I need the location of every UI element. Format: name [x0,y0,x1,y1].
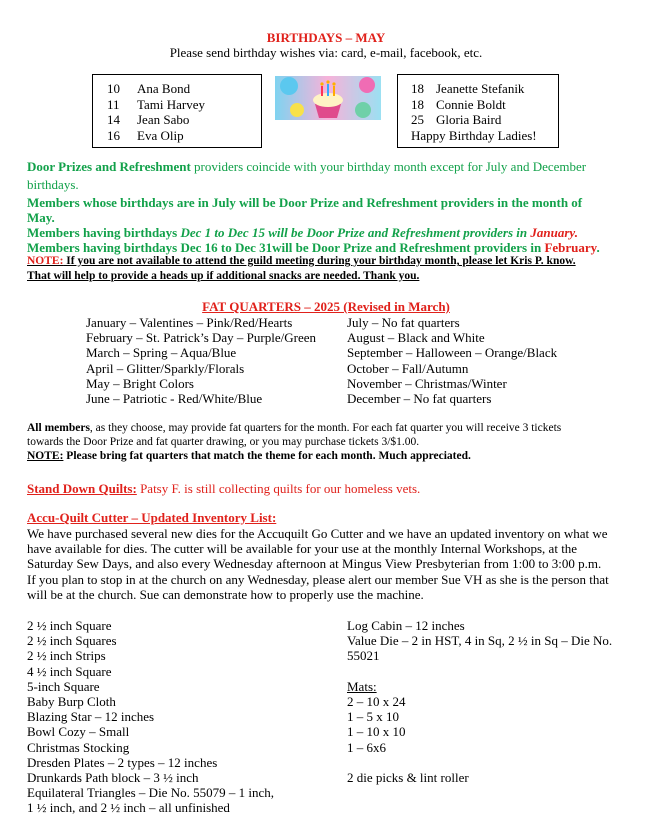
mats-heading: Mats: [347,678,377,694]
die-item: 2 ½ inch Strips [27,648,106,664]
die-item: Value Die – 2 in HST, 4 in Sq, 2 ½ in Sq – Die No. [347,633,613,649]
die-item: 1 ½ inch, and 2 ½ inch – all unfinished [27,800,230,816]
paragraph-line: We have purchased several new dies for the Accuquilt Go Cutter and we have an updated inventory on what we [27,526,608,541]
fat-quarters-right-column [347,315,557,406]
die-list-left [27,618,274,816]
paragraph-line: will be at the church. Sue can demonstrate how to properly use the machine. [27,586,424,602]
fat-quarter-month: May – Bright Colors [86,375,194,391]
fat-quarter-month: March – Spring – Aqua/Blue [86,345,237,361]
birthday-closing: Happy Birthday Ladies! [411,127,537,143]
die-item: 1 – 10 x 10 [347,724,406,740]
fat-quarter-month: April – Glitter/Sparkly/Florals [86,360,245,376]
fat-quarter-month: June – Patriotic - Red/White/Blue [86,391,263,407]
stand-down-line: Stand Down Quilts: Patsy F. is still collecting quilts for our homeless vets. [27,481,421,496]
die-item: Equilateral Triangles – Die No. 55079 – 1 inch, [27,785,274,801]
door-prize-line1: Door Prizes and Refreshment providers coincide with your birthday month except for July and December [27,159,587,174]
birthday-cupcake-icon [275,76,381,120]
die-item: 4 ½ inch Square [27,663,112,679]
die-item: 55021 [347,648,380,664]
fat-quarters-title: FAT QUARTERS – 2025 (Revised in March) [202,299,450,314]
birthday-list-right [411,81,537,143]
die-item: 5-inch Square [27,678,100,694]
door-prize-line4: Members having birthdays Dec 16 to Dec 31will be Door Prize and Refreshment providers in February. [27,240,600,255]
die-item [347,664,612,679]
die-item: 2 ½ inch Squares [27,633,117,649]
die-item: 1 – 6x6 [347,739,386,755]
die-item: 2 ½ inch Square [27,618,112,633]
door-prize-line1-cont: birthdays. [27,177,79,192]
birthdays-title: BIRTHDAYS – MAY [266,30,386,45]
paragraph-line: Saturday Sew Days, and also every Wednesday afternoon at Mingus View Presbyterian from 1:00 to 3:00 p.m. [27,556,602,572]
door-prize-line3: Members having birthdays Dec 1 to Dec 15 will be Door Prize and Refreshment providers in January. [27,225,578,240]
door-prize-note: NOTE: If you are not available to attend the guild meeting during your birthday month, please let Kris P. know. [27,255,576,267]
die-list-right [347,618,612,785]
die-item: Dresden Plates – 2 types – 12 inches [27,754,218,770]
birthday-entry: 18 Connie Boldt [411,96,506,112]
die-item [347,755,612,770]
fat-quarter-month: January – Valentines – Pink/Red/Hearts [86,315,293,330]
fat-quarter-month: February – St. Patrick’s Day – Purple/Green [86,330,316,346]
accuquilt-paragraph [27,526,609,602]
die-item: Baby Burp Cloth [27,694,116,710]
birthday-box-right [397,74,559,148]
door-prize-line2-cont: May. [27,210,55,225]
birthday-entry: 25 Gloria Baird [411,112,502,127]
die-item: Drunkards Path block – 3 ½ inch [27,770,199,786]
birthdays-subtitle: Please send birthday wishes via: card, e-mail, facebook, etc. [169,45,483,60]
fat-quarter-month: October – Fall/Autumn [347,360,469,376]
fat-quarter-month: September – Halloween – Orange/Black [347,345,558,361]
fat-quarter-month: July – No fat quarters [347,315,460,330]
paragraph-line: have available for dies. The cutter will be available for your use at the monthly Internal Workshops, at the [27,541,578,557]
fat-quarter-month: November – Christmas/Winter [347,375,507,391]
die-item: 2 – 10 x 24 [347,694,406,710]
birthday-entry: 11 Tami Harvey [107,96,206,112]
die-item: Bowl Cozy – Small [27,724,130,740]
birthday-entry: 16 Eva Olip [107,127,184,143]
fat-quarter-month: August – Black and White [347,330,485,346]
fat-quarters-note: NOTE: Please bring fat quarters that match the theme for each month. Much appreciated. [27,450,471,462]
die-item: 2 die picks & lint roller [347,770,469,786]
birthday-list-left [107,81,205,143]
all-members-line-cont: towards the Door Prize and fat quarter drawing, or you may purchase tickets 3/$1.00. [27,436,420,448]
die-item: Log Cabin – 12 inches [347,618,465,633]
fat-quarter-month: December – No fat quarters [347,391,492,407]
fat-quarters-left-column [86,315,316,406]
birthday-entry: 14 Jean Sabo [107,112,190,127]
all-members-line: All members, as they choose, may provide fat quarters for the month. For each fat quarter you will receive 3 tickets [27,422,562,434]
paragraph-line: If you plan to stop in at the church on any Wednesday, please alert our member Sue VH as she is the person that [27,571,609,587]
die-item: Blazing Star – 12 inches [27,709,155,725]
birthday-entry: 18 Jeanette Stefanik [411,81,525,96]
birthday-box-left [92,74,262,148]
birthday-entry: 10 Ana Bond [107,81,191,96]
die-item: Christmas Stocking [27,739,130,755]
door-prize-note-cont: That will help to provide a heads up if additional snacks are needed. Thank you. [27,270,420,282]
die-item: 1 – 5 x 10 [347,709,399,725]
door-prize-line2: Members whose birthdays are in July will be Door Prize and Refreshment providers in the month of [27,195,583,210]
accuquilt-title: Accu-Quilt Cutter – Updated Inventory List: [27,510,277,525]
